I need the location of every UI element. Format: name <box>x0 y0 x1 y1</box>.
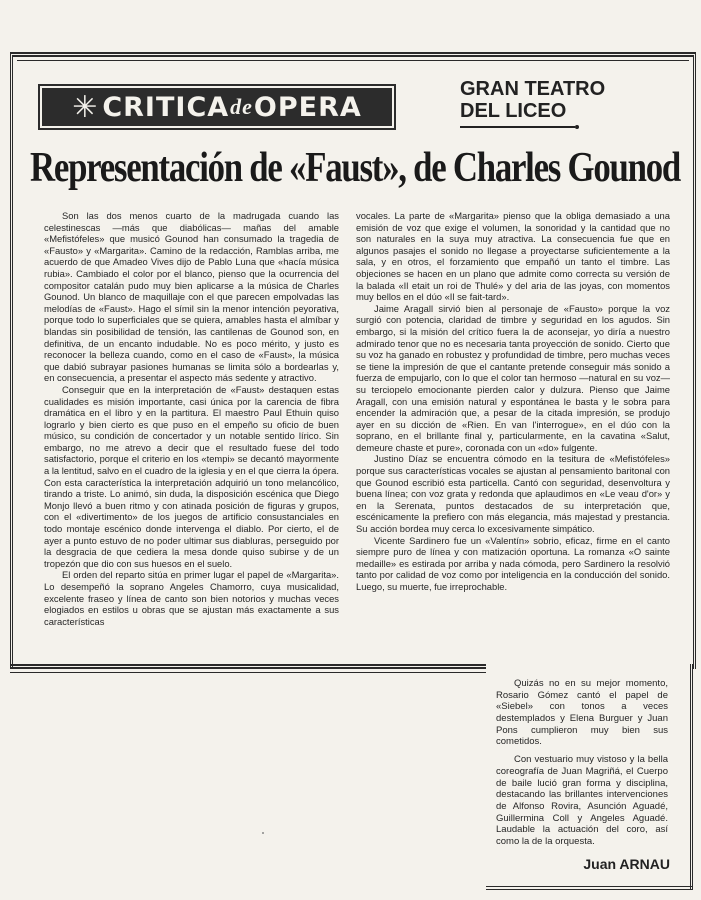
side-column <box>496 678 668 854</box>
banner-text-opera: OPERA <box>253 91 362 123</box>
paragraph: Conseguir que en la interpretación de «Faust» destaquen estas cualidades es misión importante, casi única por la carencia de fibra dramática en el libro y en la partitura. El maestro Paul Ethuin quiso lograrlo y bien cierto es que puso en el empeño su oficio de buen músico, su condición de concertador y un notable sentido lírico. Sin embargo, no me atrevo a decir que el resultado fuese del todo satisfactorio, porque el criterio en los «tempi» se decantó mayormente a la lentitud, salvo en el cuadro de la iglesia y en el que cierra la ópera. Con esta característica la interpretación adquirió un tono melancólico, tirando a triste. Lo animó, sin duda, la disposición escénica que Diego Monjo llevó a buen ritmo y con atinada posición de figuras y grupos, con el «divertimento» de los juegos de artificio consustanciales en todo montaje escénico donde intervenga el diablo. Por cierto, el de ayer a punto estuvo de no poder ultimar sus diabluras, perseguido por la desgracia de que cediera la mesa donde quiso subirse y de un tropezón que dio con sus huesos en el suelo. <box>44 383 339 569</box>
venue-underline <box>460 126 575 128</box>
paragraph: Con vestuario muy vistoso y la bella coreografía de Juan Magriñá, el Cuerpo de baile lució gran forma y disciplina, destacando las brillantes intervenciones de Alfonso Rovira, Asunción Aguadé, Guillermina Coll y Angeles Aguadé. Laudable la actuación del coro, así como la de la orquesta. <box>496 754 668 847</box>
paragraph: Justino Díaz se encuentra cómodo en la tesitura de «Mefistófeles» porque sus características vocales se ajustan al pensamiento baritonal con que Gounod escribió esta particella. Cantó con seguridad, desenvoltura y buena línea; con voz grata y redonda que aplaudimos en «Le veau d'or» y en la Serenata, puntos destacados de su interpretación que, escénicamente la prefiero con más elegancia, más majestad y prestancia. Su acción bordea muy cerca lo excesivamente simpático. <box>356 453 670 535</box>
paragraph: Jaime Aragall sirvió bien al personaje de «Fausto» porque la voz surgió con potencia, claridad de timbre y seguridad en los agudos. Sin embargo, si la misión del crítico fuera la de aconsejar, yo diría a nuestro admirado tenor que no es necesaria tanta proyección de sonido. Cierto que su voz ha ganado en robustez y profundidad de timbre, pero muchas veces se tiene la impresión de que el cantante pretende conseguir más sonido a fuerza de empujarlo, con lo que el color tan hermoso —natural en su voz— su terciopelo emocionante pierden calor y dulzura. Pienso que Jaime Aragall, con una emisión natural y espontánea le basta y le sobra para encender la admiración que, a pesar de la citada impresión, se produjo ayer en su dicción de «Rien. En van l'interrogue», en el dúo con la soprano, en el brillante final y, particularmente, en la cavatina «Salut, demeure chaste et pure», coronada con un «do» fulgente. <box>356 302 670 453</box>
banner-text-de: de <box>230 94 253 119</box>
paragraph: Quizás no en su mejor momento, Rosario Gómez cantó el papel de «Siebel» con tonos a veces destemplados y Elena Burguer y Juan Pons cumplieron muy bien sus cometidos. <box>496 678 668 748</box>
asterisk-icon: ✳ <box>72 89 99 125</box>
side-bottom-rule <box>486 886 693 890</box>
paper-speck <box>262 832 264 834</box>
paragraph: vocales. La parte de «Margarita» pienso que la obliga demasiado a una emisión de voz que exige el volumen, la sonoridad y la cantidad que no son naturales en la suya muy atractiva. La consecuencia fue que en algunos pasajes el sonido no llegase a proyectarse suficientemente a la sala, y en otros, el forzamiento que empañó un tanto el timbre. Las objeciones se hacen en un plano que admite como correcta su versión de la balada «Il etait un roi de Thulé» y del aria de las joyas, con momentos muy bellos en el dúo «Il se fait-tard». <box>356 210 670 303</box>
section-banner <box>38 84 396 130</box>
author-signature: Juan ARNAU <box>583 856 670 872</box>
article-headline: Representación de «Faust», de Charles Gounod <box>30 145 680 191</box>
venue-line-1: GRAN TEATRO <box>460 78 606 100</box>
paragraph: El orden del reparto sitúa en primer lugar el papel de «Margarita». Lo desempeñó la soprano Angeles Chamorro, cuya musicalidad, excelente fraseo y línea de canto son bien notorios y muchas veces elogiados en estilos u obras que se ajustan más exactamente a sus características <box>44 569 339 627</box>
left-column <box>44 210 339 627</box>
paragraph: Son las dos menos cuarto de la madrugada cuando las celestinescas —más que diabólicas— mañas del amable «Mefistófeles» que musicó Gounod han consumado la tragedia de «Fausto» y «Margarita». Camino de la redacción, Ramblas arriba, me acuerdo de que Amadeo Vives dijo de Pablo Luna que «hacía música rubia». Cambiado el color por el blanco, pienso que la ocurrencia del compositor catalán pudo muy bien aplicarse a la música de Charles Gounod. Un blanco de maquillaje con el que parecen empolvadas las melodías de «Faust». Hago el símil sin la menor intención peyorativa, porque todo lo superficiales que se quiera, amables hasta el almíbar y blandas sin posibilidad de tensión, las cantilenas de Gounod son, en definitiva, de un encanto indudable. No es poco mérito, y justo es reconocer la belleza cuando, como en el caso de «Faust», la música que dabió subrayar pasiones humanas se limita sólo a bordearlas y, en consecuencia, a presentar el aspecto más sedente y atractivo. <box>44 210 339 384</box>
venue-title <box>460 78 620 122</box>
right-column <box>356 210 670 593</box>
bottom-rule <box>10 664 486 669</box>
banner-text-critica: CRITICA <box>102 91 230 123</box>
venue-line-2: DEL LICEO <box>460 100 567 122</box>
paragraph: Vicente Sardinero fue un «Valentín» sobrio, eficaz, firme en el canto siempre puro de línea y con matización oportuna. La romanza «O sainte medaille» es estirada por arriba y nada cómoda, pero Sardinero la resolvió tanto por calidad de voz como por inteligencia en la conducción del sonido. Luego, su muerte, fue irreprochable. <box>356 534 670 592</box>
